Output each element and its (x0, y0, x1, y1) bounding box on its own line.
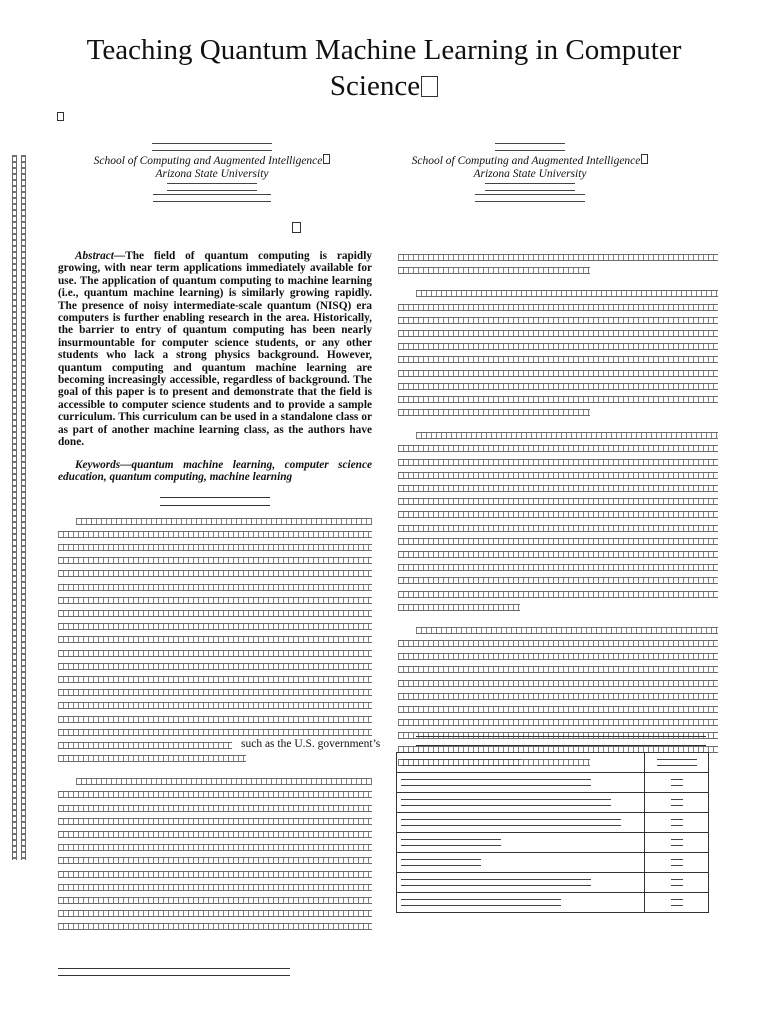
author-email-garbled (153, 194, 271, 202)
author-name-garbled (152, 143, 272, 151)
author-affiliation: School of Computing and Augmented Intelligence (411, 155, 641, 167)
curriculum-table (396, 752, 709, 913)
author-affiliation: School of Computing and Augmented Intelligence (93, 155, 323, 167)
missing-glyph-icon (641, 154, 648, 164)
table-row (397, 813, 709, 833)
table-row (397, 873, 709, 893)
table-row (397, 773, 709, 793)
author-city-garbled (485, 183, 575, 191)
table-caption (416, 736, 706, 746)
author-university: Arizona State University (155, 167, 269, 180)
missing-glyph-icon (292, 222, 301, 233)
table-row (397, 753, 709, 773)
right-column (398, 250, 718, 768)
abstract: Abstract—The field of quantum computing is rapidly growing, with near term applications immediately available for use. The application of quantum computing to machine learning (i.e., quantum machine learning) is similarly growing rapidly. The presence of noisy intermediate-scale quantum (NISQ) era computers is further enabling research in the area. Historically, the barrier to entry of quantum computing has been nearly insurmountable for computer science students, or any other students who lack a strong physics background. However, quantum computing and quantum machine learning are becoming increasingly accessible, regardless of background. The goal of this paper is to present and demonstrate that the field is accessible to computer science students and to provide a sample curriculum. This curriculum can be used in a standalone class or as part of another machine learning class, as the authors have done. (58, 250, 372, 449)
table-row (397, 833, 709, 853)
author-block-right (380, 140, 680, 205)
intro-body (58, 514, 381, 933)
author-block-left (62, 140, 362, 205)
paper-title: Teaching Quantum Machine Learning in Computer Science (86, 34, 682, 102)
footer-note (58, 968, 290, 976)
missing-glyph-icon (57, 112, 64, 121)
section-heading-introduction (58, 495, 372, 507)
left-column (58, 250, 381, 933)
arxiv-sidebar-stamp (12, 155, 26, 860)
author-university: Arizona State University (473, 167, 587, 180)
missing-glyph-icon (323, 154, 330, 164)
missing-glyph-icon (421, 76, 438, 97)
inline-text-fragment: such as the U.S. government’s (239, 738, 391, 751)
table-row (397, 893, 709, 913)
author-email-garbled (475, 194, 585, 202)
keywords: Keywords—quantum machine learning, computer science education, quantum computing, machine learning (58, 458, 372, 483)
author-city-garbled (167, 183, 257, 191)
author-name-garbled (495, 143, 565, 151)
table-row (397, 793, 709, 813)
table-row (397, 853, 709, 873)
